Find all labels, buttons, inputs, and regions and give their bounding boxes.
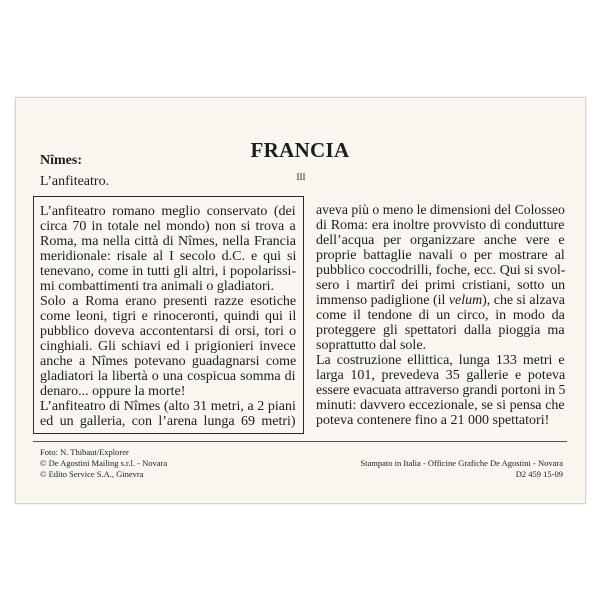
- photo-credits: [40, 447, 167, 480]
- text-line: Solo a Roma erano presenti razze esotiche: [40, 294, 297, 309]
- text-line: circa 70 in totale nel mondo) non si trova a: [40, 219, 296, 234]
- text-line: poteva contenere fino a 21 000 spettatori!: [316, 413, 550, 428]
- text-line: ed un galleria, con l’arena lunga 69 metri): [40, 414, 296, 429]
- text-line: gladiatori la libertà o una cospicua somma di: [40, 369, 296, 384]
- footer-divider: [33, 441, 567, 442]
- text-line: mi combattimenti tra animali o gladiatori.: [40, 279, 275, 294]
- printer-line: Stampato in Italia - Officine Grafiche De Agostini - Novara: [360, 458, 563, 468]
- text-line: pubblico coccodrilli, foche, ecc. Qui si svol-: [316, 263, 566, 278]
- text-line: dell’acqua per organizzare anche vere e: [316, 233, 565, 248]
- text-line: come leoni, tigri e rinoceronti, quindi qui il: [40, 309, 297, 324]
- text-line: di Roma: era inoltre provvisto di condutture: [316, 218, 565, 233]
- subject-heading: L’anfiteatro.: [40, 174, 110, 189]
- page-title: FRANCIA: [250, 138, 350, 162]
- text-line: Roma, ma nella città di Nîmes, nella Francia: [40, 234, 296, 249]
- right-text-column: [316, 203, 565, 428]
- text-line: proteggere gli spettatori dalla pioggia ma: [316, 323, 565, 338]
- credit-line: © Edito Service S.A., Ginevra: [40, 469, 144, 479]
- text-line: denaro... oppure la morte!: [40, 384, 186, 399]
- text-line: meridionale: risale al I secolo d.C. e qui si: [40, 249, 297, 264]
- text-line: [316, 293, 565, 308]
- text-line: larga 101, prevedeva 35 gallerie e poteva: [316, 368, 566, 383]
- text-line: sero i martirî dei primi cristiani, sotto un: [316, 278, 566, 293]
- text-line: pubblico doveva accontentarsi di orsi, tori o: [40, 324, 297, 339]
- text-line: come il tendone di un circo, in modo da: [316, 308, 565, 323]
- text-line: anche a Nîmes potevano guadagnarsi come: [40, 354, 297, 369]
- text-line: soprattutto dal sole.: [316, 338, 427, 353]
- left-text-column: [40, 204, 296, 429]
- printer-info: [360, 458, 563, 480]
- text-line: aveva più o meno le dimensioni del Colosseo: [316, 203, 565, 218]
- place-heading: Nîmes:: [40, 153, 82, 168]
- text-line: L’anfiteatro di Nîmes (alto 31 metri, a 2 piani: [40, 399, 296, 414]
- text-segment: ), che si alzava: [482, 293, 565, 308]
- text-segment: immenso padiglione (il: [316, 293, 449, 308]
- text-line: cinghiali. Gli schiavi ed i prigionieri invece: [40, 339, 296, 354]
- credit-line: © De Agostini Mailing s.r.l. - Novara: [40, 458, 168, 468]
- text-line: proprie battaglie navali o per mostrare al: [316, 248, 565, 263]
- card-number: III: [296, 172, 306, 182]
- text-line: tenevano, come in tutti gli altri, i popolarissi-: [40, 264, 297, 279]
- product-code: D2 459 15-09: [515, 469, 563, 479]
- text-line: L’anfiteatro romano meglio conservato (dei: [40, 204, 296, 219]
- text-line: essere evacuata attraverso grandi portoni in 5: [316, 383, 566, 398]
- text-line: minuti: davvero eccezionale, se si pensa che: [316, 398, 565, 413]
- italic-term: velum: [448, 293, 483, 308]
- credit-line: Foto: N. Thibaut/Explorer: [40, 447, 129, 457]
- text-line: La costruzione ellittica, lunga 133 metri e: [316, 353, 565, 368]
